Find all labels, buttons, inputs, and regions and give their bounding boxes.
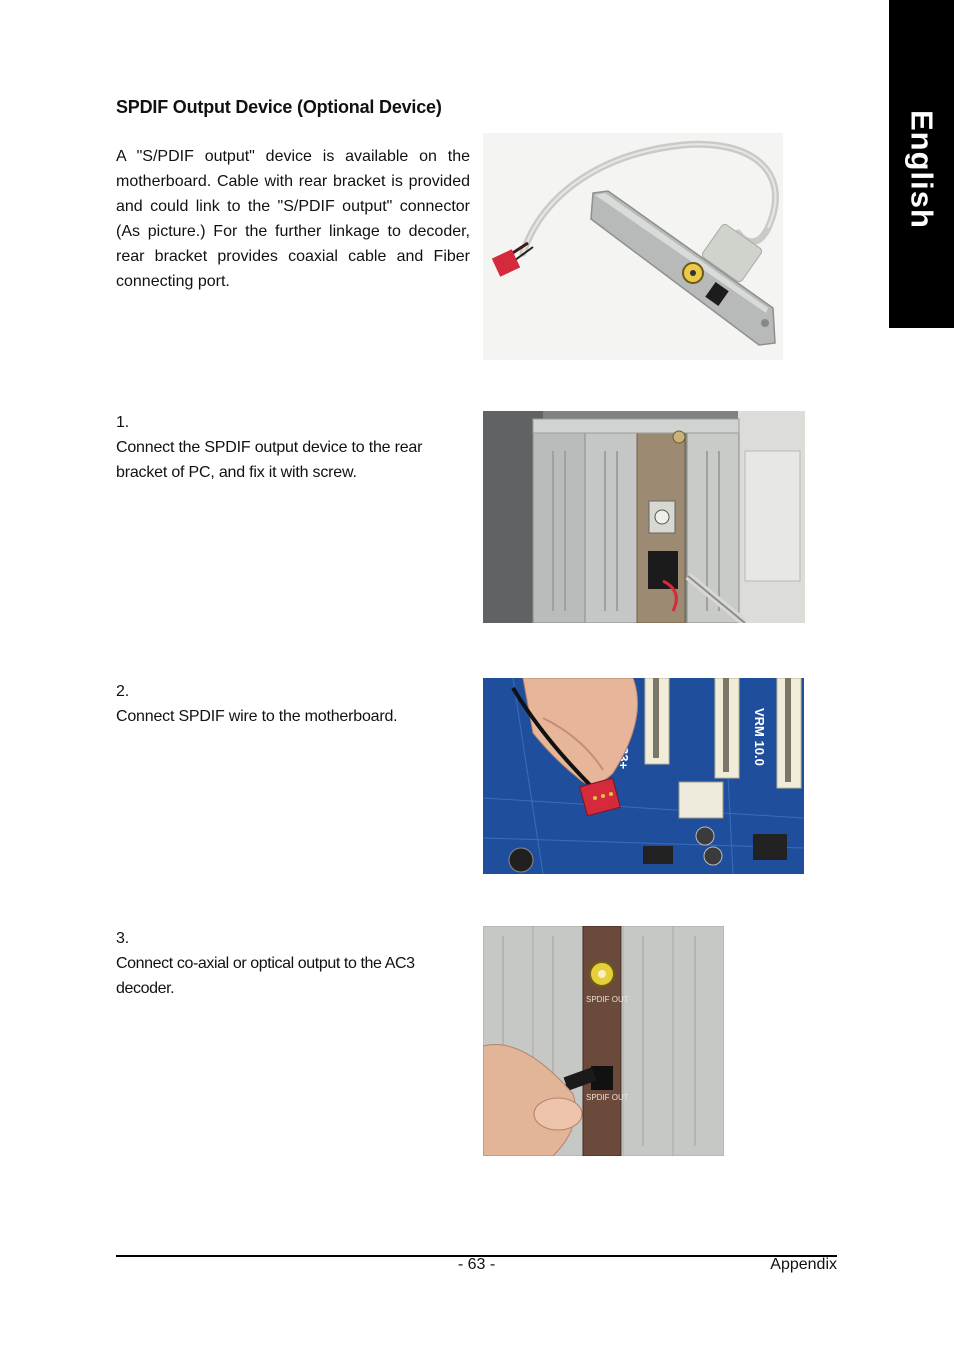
section-title: SPDIF Output Device (Optional Device): [116, 97, 442, 117]
step-2-number: 2.: [116, 683, 129, 700]
page-number: - 63 -: [457, 1256, 496, 1273]
language-tab-label-wrap: [889, 0, 954, 328]
bracket-label-bottom: SPDIF OUT: [586, 1093, 629, 1102]
step-1-text: Connect the SPDIF output device to the rear bracket of PC, and fix it with screw.: [116, 439, 423, 481]
decoder-output-photo: [483, 926, 724, 1156]
language-tab-label: English: [904, 110, 940, 229]
step-3-text: Connect co-axial or optical output to the AC3 decoder.: [116, 955, 415, 997]
bracket-label-top: SPDIF OUT: [586, 995, 629, 1004]
language-tab: [889, 0, 954, 328]
intro-paragraph: A "S/PDIF output" device is available on the motherboard. Cable with rear bracket is provided and could link to the "S/PDIF output" connector (As picture.) For the further linkage to decoder, rear bracket provides coaxial cable and Fiber connecting port.: [116, 148, 470, 290]
step-2-text: Connect SPDIF wire to the motherboard.: [116, 708, 398, 725]
spdif-bracket-photo: [483, 133, 783, 360]
board-silk-vrm: VRM 10.0: [752, 708, 767, 766]
motherboard-connect-photo: [483, 678, 804, 874]
footer-section-name: Appendix: [770, 1256, 837, 1273]
step-3-number: 3.: [116, 930, 129, 947]
step-1-number: 1.: [116, 414, 129, 431]
pc-rear-bracket-photo: [483, 411, 805, 623]
